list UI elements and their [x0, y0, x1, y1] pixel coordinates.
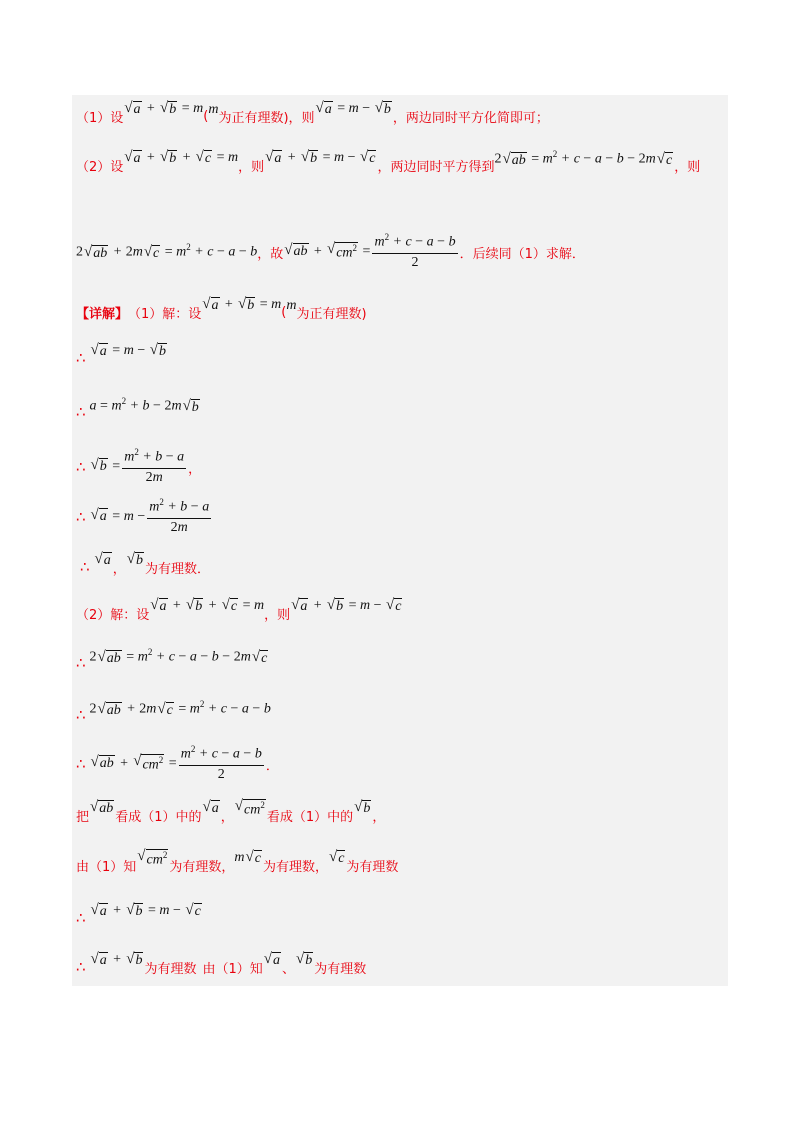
math-expr: $a = m^2 + b - 2m$ √ b [89, 396, 199, 415]
math-expr: √ a + √ b + √ c = m [150, 597, 265, 615]
math-expr: √ a + √ b + √ c = m [124, 149, 239, 167]
step-1-4: ∴ √ a = m − $\frac{m^2 + b - a}{2m}$ [76, 496, 213, 538]
math-expr: √ b [126, 551, 144, 569]
math-expr: √ a [94, 551, 111, 569]
analysis-line-1: （1）设 √ a + √ b = m ( m 为正有理数)，则 √ a = m − √ b ，两边同时平方化简即可； [76, 100, 549, 126]
math-expr: √ a = m − √ b [90, 342, 166, 360]
math-expr: √ c [328, 849, 345, 867]
math-expr: √ a + √ b = m [124, 100, 204, 118]
analysis-line-2: （2）设 √ a + √ b + √ c = m ，则 √ a + √ b = m − √ c ，两边同时平方得到 2 √ ab = $m^2 + c - a - b - 2m$ √ c ，则 [76, 149, 701, 175]
math-expr: √ a + √ b = m [202, 296, 282, 314]
math-expr: √ a [202, 799, 219, 817]
math-expr: √ $cm^2$ [234, 798, 265, 818]
math-expr: 2 √ ab + 2m √ c = $m^2 + c - a - b$ [89, 699, 271, 718]
math-expr: √ a + √ b [90, 951, 143, 969]
math-expr: √ b [354, 799, 371, 817]
math-expr: √ a + √ b = m − √ c [291, 597, 402, 615]
math-expr: √ ab + √ $cm^2$ = $\frac{m^2 + c - a - b}{2}$ [284, 232, 456, 270]
step-2-4: 把 √ ab 看成（1）中的 √ a ， √ $cm^2$ 看成（1）中的 √ b ， [76, 798, 386, 825]
step-2-6: ∴ √ a + √ b = m − √ c [76, 902, 201, 927]
step-1-2: ∴ $a = m^2 + b - 2m$ √ b [76, 396, 199, 421]
math-expr: √ ab [90, 799, 114, 817]
step-2-7: ∴ √ a + √ b 为有理数 由（1）知 √ a 、 √ b 为有理数 [76, 951, 367, 977]
math-expr: √ $cm^2$ [137, 848, 168, 868]
math-expr: √ b = $\frac{m^2 + b - a}{2m}$ [90, 447, 185, 485]
step-2-5: 由（1）知 √ $cm^2$ 为有理数， m √ c 为有理数， √ c 为有理数 [76, 848, 399, 875]
math-expr: √ ab + √ $cm^2$ = $\frac{m^2 + c - a - b}{2}$ [90, 744, 262, 782]
math-expr: m √ c [234, 849, 261, 867]
math-expr: √ a [263, 951, 280, 969]
math-expr: √ a + √ b = m − √ c [90, 902, 201, 920]
step-1-3: ∴ √ b = $\frac{m^2 + b - a}{2m}$ ， [76, 447, 202, 485]
step-1-1: ∴ √ a = m − √ b [76, 342, 166, 367]
step-2-1: ∴ 2 √ ab = $m^2 + c - a - b - 2m$ √ c [76, 647, 268, 672]
solution-heading: 【详解】 （1）解：设 √ a + √ b = m ( m 为正有理数) [76, 296, 367, 322]
math-expr: √ a = m − $\frac{m^2 + b - a}{2m}$ [90, 497, 210, 535]
math-expr: 2 √ ab = $m^2 + c - a - b - 2m$ √ c [494, 149, 673, 168]
math-expr: √ a + √ b = m − √ c [265, 149, 376, 167]
math-expr: √ a = m − √ b [315, 100, 391, 118]
solution-2-intro: （2）解：设 √ a + √ b + √ c = m ，则 √ a + √ b = m − √ c [76, 597, 402, 623]
math-expr: √ b [296, 951, 313, 969]
step-2-3: ∴ √ ab + √ $cm^2$ = $\frac{m^2 + c - a - b}{2}$ ． [76, 744, 279, 782]
step-2-2: ∴ 2 √ ab + 2m √ c = $m^2 + c - a - b$ [76, 699, 271, 724]
math-expr: 2 √ ab + 2m √ c = $m^2 + c - a - b$ [76, 242, 258, 261]
analysis-line-3: 2 √ ab + 2m √ c = $m^2 + c - a - b$ ，故 √ ab + √ $cm^2$ = $\frac{m^2 + c - a - b}{2}$ ．后续同（1）求解． [76, 232, 585, 270]
math-expr: 2 √ ab = $m^2 + c - a - b - 2m$ √ c [89, 647, 268, 666]
step-1-5: ∴ √ a ， √ b 为有理数． [80, 551, 211, 577]
